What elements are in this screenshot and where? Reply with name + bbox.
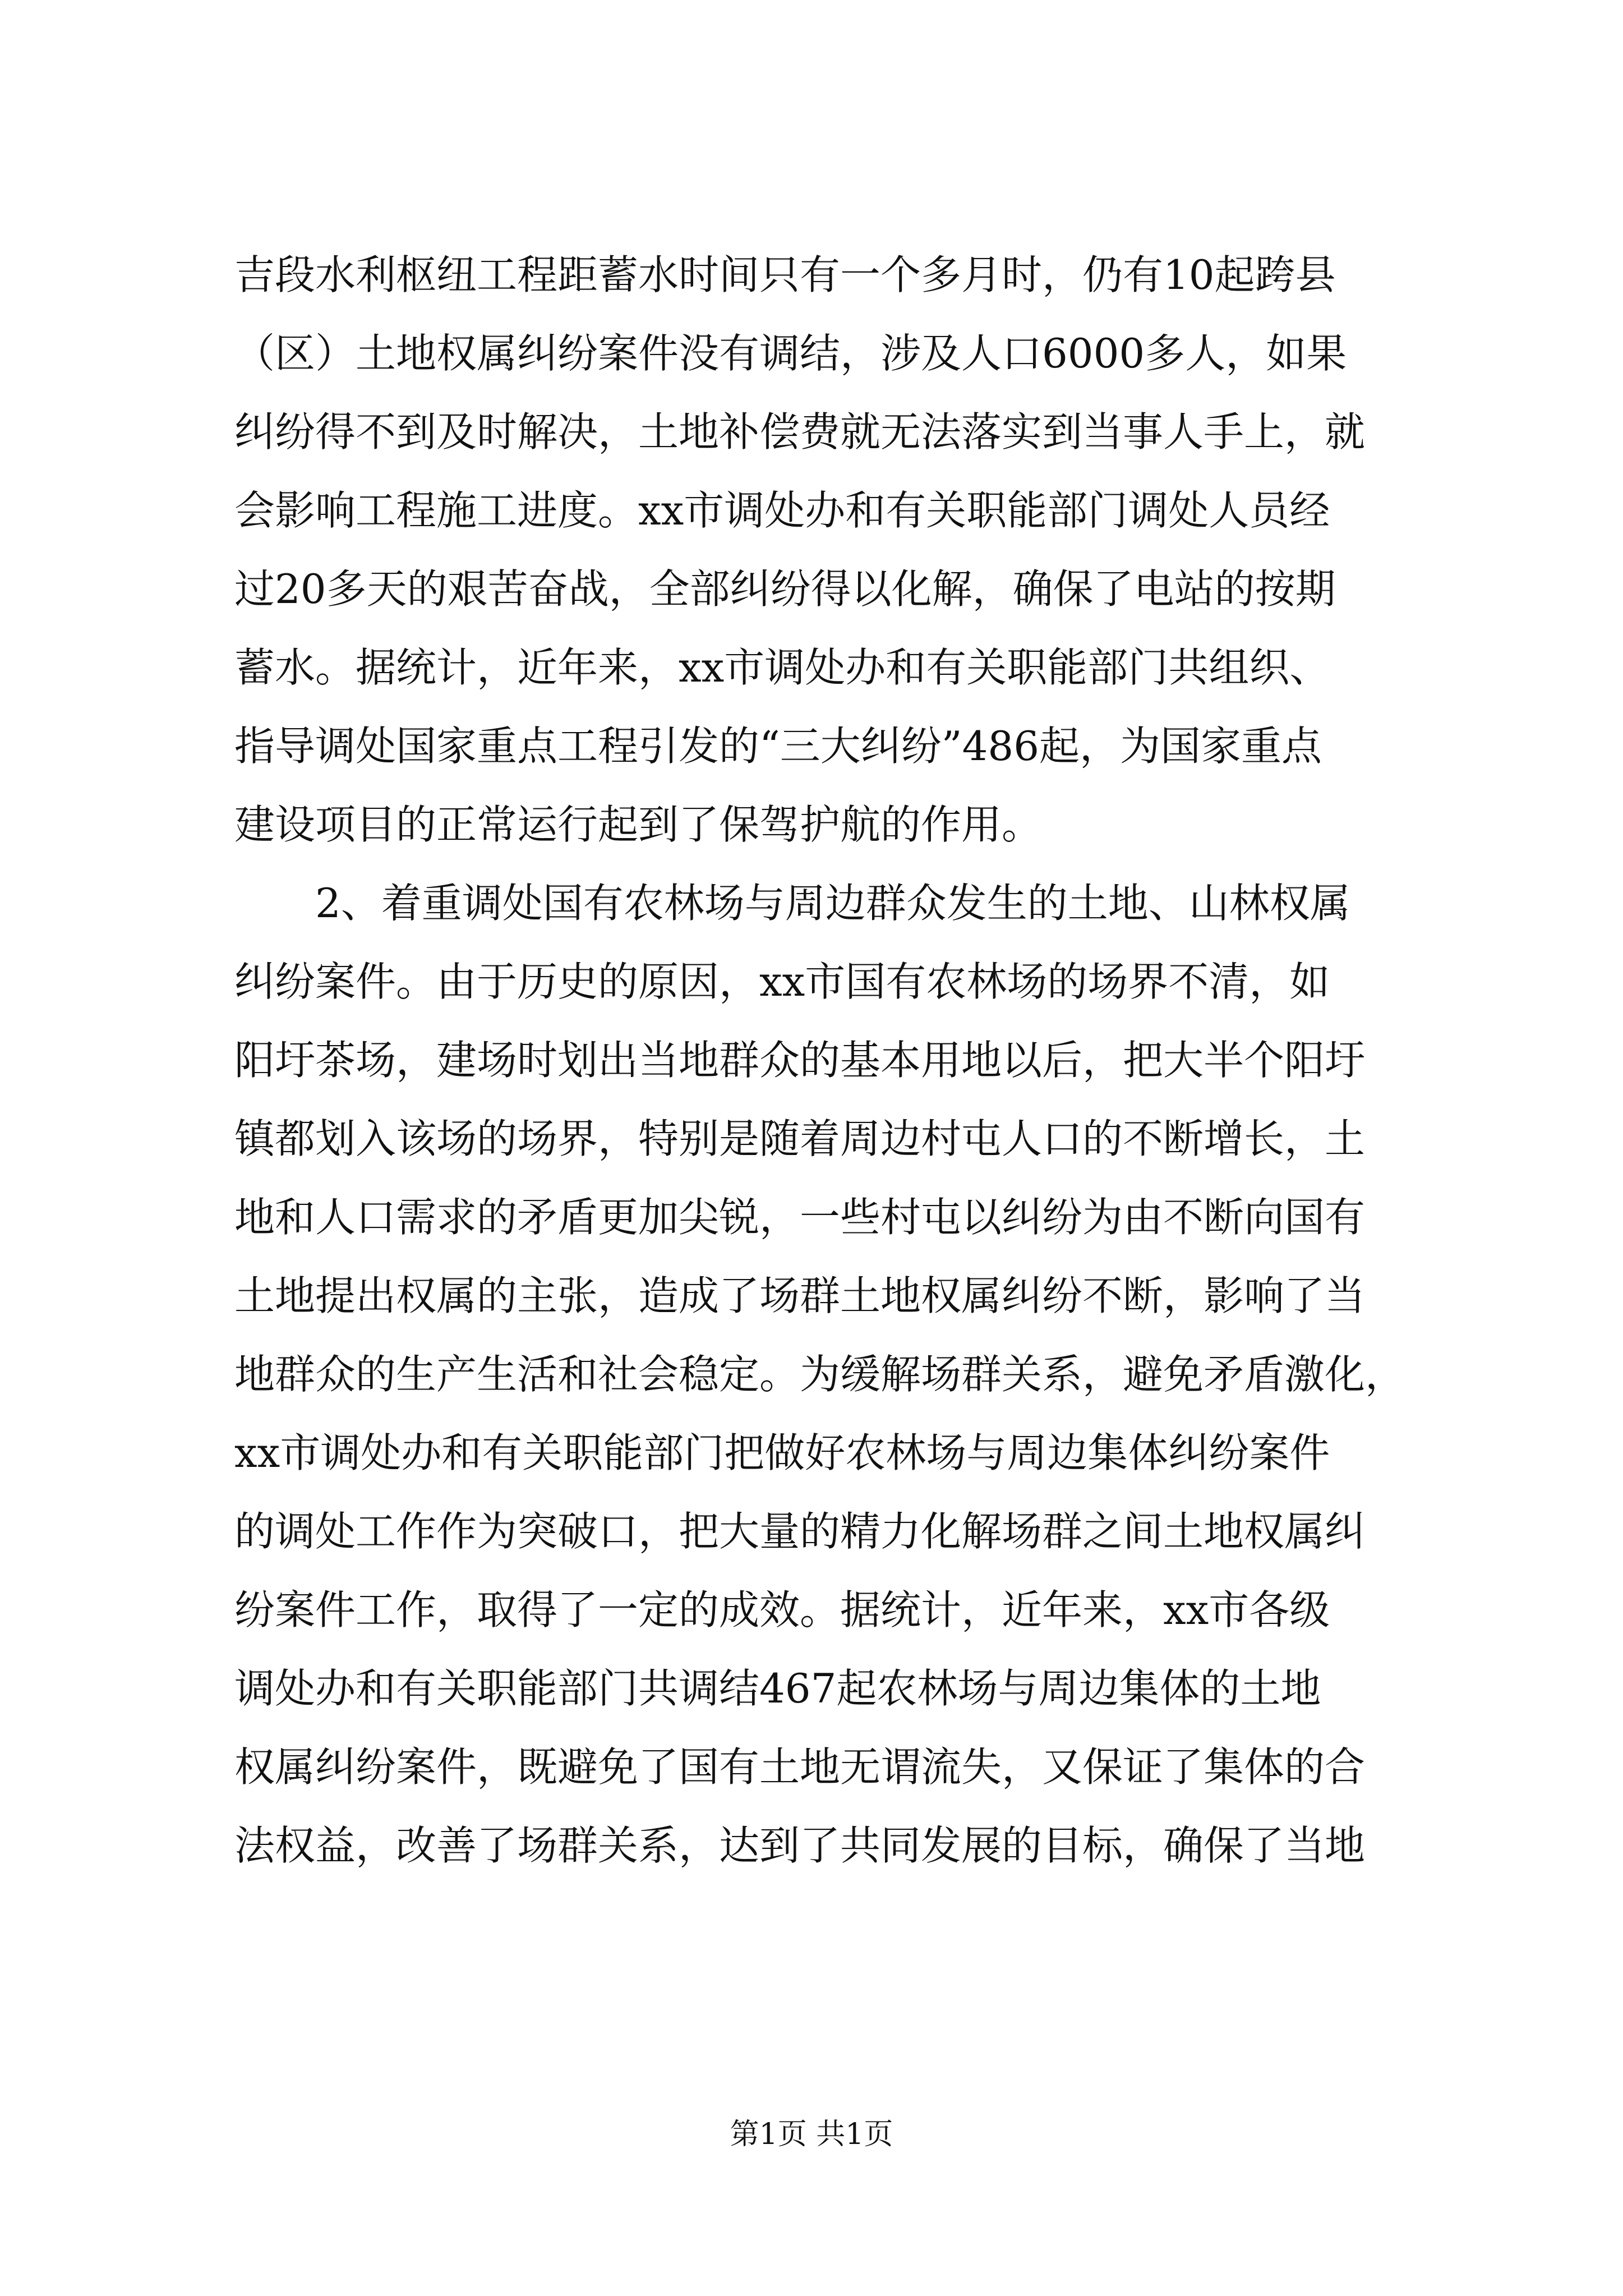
text-line: 权属纠纷案件，既避免了国有土地无谓流失，又保证了集体的合 [234, 1743, 1366, 1791]
text-line: 地群众的生产生活和社会稳定。为缓解场群关系，避免矛盾激化， [234, 1351, 1406, 1398]
text-line: 建设项目的正常运行起到了保驾护航的作用。 [234, 801, 1043, 848]
text-line: 地和人口需求的矛盾更加尖锐，一些村屯以纠纷为由不断向国有 [234, 1194, 1366, 1241]
body-text [234, 236, 1412, 1885]
text-line: 吉段水利枢纽工程距蓄水时间只有一个多月时，仍有10起跨县 [234, 251, 1336, 298]
text-line: 法权益，改善了场群关系，达到了共同发展的目标，确保了当地 [234, 1822, 1366, 1869]
text-line: 蓄水。据统计，近年来，xx市调处办和有关职能部门共组织、 [234, 644, 1330, 691]
text-line: 2、着重调处国有农林场与周边群众发生的土地、山林权属 [234, 880, 1350, 927]
text-line: 纠纷得不到及时解决，土地补偿费就无法落实到当事人手上，就 [234, 408, 1366, 455]
text-line: 的调处工作作为突破口，把大量的精力化解场群之间土地权属纠 [234, 1508, 1366, 1555]
text-line: 调处办和有关职能部门共调结467起农林场与周边集体的土地 [234, 1665, 1321, 1712]
text-line: 土地提出权属的主张，造成了场群土地权属纠纷不断，影响了当 [234, 1272, 1366, 1319]
text-line: 纠纷案件。由于历史的原因，xx市国有农林场的场界不清，如 [234, 958, 1330, 1005]
text-line: 指导调处国家重点工程引发的“三大纠纷”486起，为国家重点 [234, 723, 1322, 770]
text-line: xx市调处办和有关职能部门把做好农林场与周边集体纠纷案件 [234, 1429, 1330, 1476]
text-line: 过20多天的艰苦奋战，全部纠纷得以化解，确保了电站的按期 [234, 565, 1336, 613]
text-line: 会影响工程施工进度。xx市调处办和有关职能部门调处人员经 [234, 487, 1330, 534]
text-line: （区）土地权属纠纷案件没有调结，涉及人口6000多人，如果 [234, 330, 1347, 377]
text-line: 镇都划入该场的场界，特别是随着周边村屯人口的不断增长，土 [234, 1115, 1366, 1162]
page-footer: 第1页 共1页 [730, 2118, 893, 2151]
text-line: 纷案件工作，取得了一定的成效。据统计，近年来，xx市各级 [234, 1586, 1330, 1634]
text-line: 阳圩茶场，建场时划出当地群众的基本用地以后，把大半个阳圩 [234, 1037, 1366, 1084]
